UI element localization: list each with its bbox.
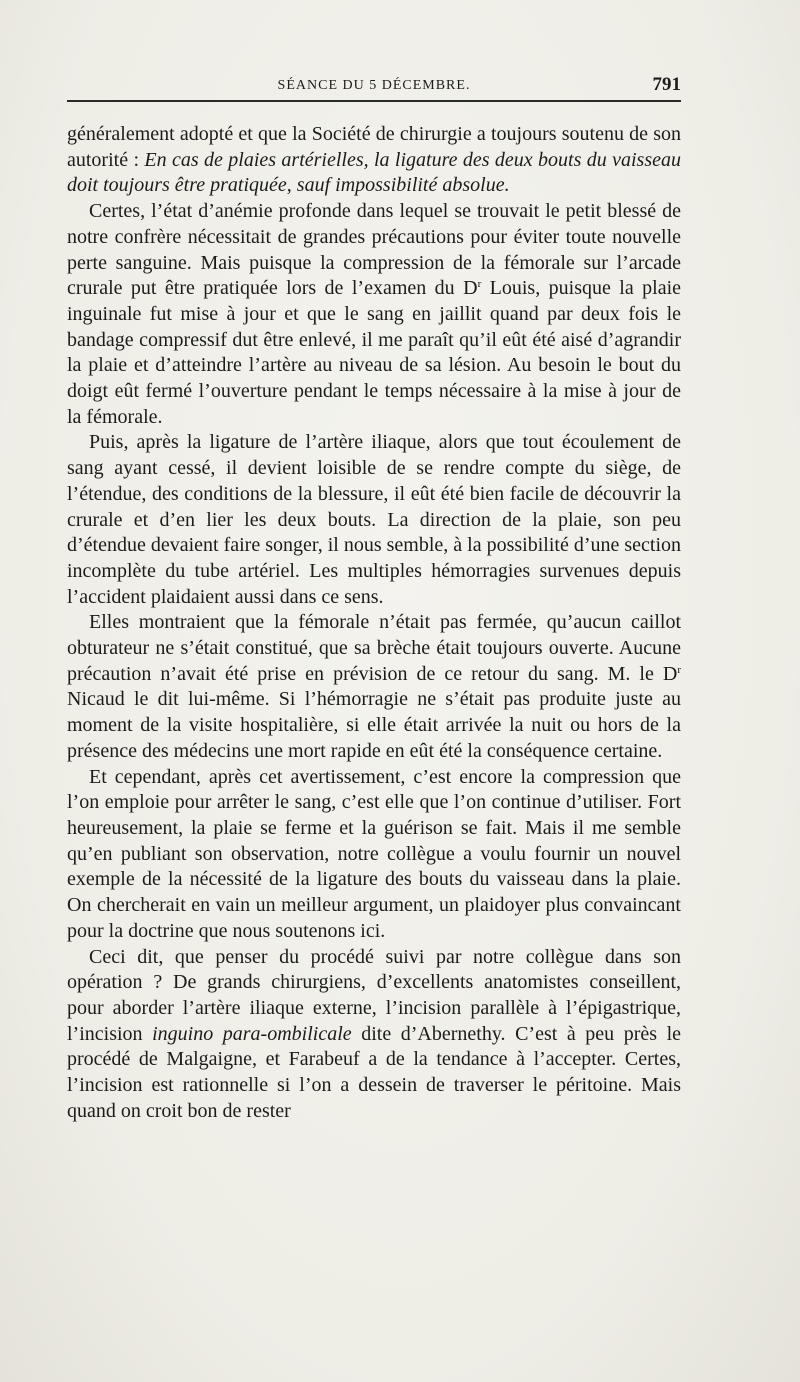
paragraph-4-text-b: Nicaud le dit lui-même. Si l’hémorragie ne s’était pas produite juste au moment de la visite hospitalière, si elle était arrivée la nuit ou hors de la présence des médecins une mort rapide en eût été la conséquence certaine. <box>67 688 681 762</box>
paragraph-6-italic-term: inguino para-ombilicale <box>152 1022 352 1045</box>
running-title: SÉANCE DU 5 DÉCEMBRE. <box>277 78 471 93</box>
paragraph-1-italic-quote: En cas de plaies artérielles, la ligature des deux bouts du vaisseau doit toujours être pratiquée, sauf impossibilité absolue. <box>67 148 681 197</box>
paragraph-1-text: généralement adopté et que la Société de chirurgie a toujours soutenu de son autorité : <box>67 123 681 171</box>
paragraph-4 <box>67 610 681 764</box>
paragraph-4-superscript: r <box>677 663 681 676</box>
paragraph-6 <box>67 945 681 1125</box>
paragraph-2-text-b: Louis, puisque la plaie inguinale fut mise à jour et que le sang en jaillit quand par deux fois le bandage compressif dut être enlevé, il me paraît qu’il eût été aisé d’agrandir la plaie et d’atteindre l’artère au niveau de sa lésion. Au besoin le bout du doigt eût fermé l’ouverture pendant le temps nécessaire à la mise à jour de la fémorale. <box>67 277 682 428</box>
header-rule <box>67 100 681 102</box>
paragraph-2 <box>67 199 681 430</box>
paragraph-2-text-a: Certes, l’état d’anémie profonde dans lequel se trouvait le petit blessé de notre confrère nécessitait de grandes précautions pour éviter toute nouvelle perte sanguine. Mais puisque la compression de la fémorale sur l’arcade crurale put être pratiquée lors de l’examen du D <box>67 200 681 300</box>
running-header <box>67 60 681 100</box>
body-text <box>67 122 681 1124</box>
page-number: 791 <box>652 74 681 95</box>
book-page <box>67 60 681 1124</box>
paragraph-6-text-a: Ceci dit, que penser du procédé suivi par notre collègue dans son opération ? De grands chirurgiens, d’excellents anatomistes conseillent, pour aborder l’artère iliaque externe, l’incision parallèle à l’épigastrique, l’incision <box>67 945 681 1045</box>
paragraph-5: Et cependant, après cet avertissement, c’est encore la compression que l’on emploie pour arrêter le sang, c’est elle que l’on continue d’utiliser. Fort heureusement, la plaie se ferme et la guérison se fait. Mais il me semble qu’en publiant son observation, notre collègue a voulu fournir un nouvel exemple de la nécessité de la ligature des bouts du vaisseau dans la plaie. On chercherait en vain un meilleur argument, un plaidoyer plus convaincant pour la doctrine que nous soutenons ici. <box>67 765 681 942</box>
paragraph-4-text-a: Elles montraient que la fémorale n’était pas fermée, qu’aucun caillot obturateur ne s’était constitué, que sa brèche était toujours ouverte. Aucune précaution n’avait été prise en prévision de ce retour du sang. M. le D <box>67 611 681 685</box>
paragraph-6-text-c: dite d’Abernethy. C’est à peu près le procédé de Malgaigne, et Farabeuf a de la tendance à l’accepter. Certes, l’incision est rationnelle si l’on a dessein de traverser le péritoine. Mais quand on croit bon de rester <box>67 1022 682 1122</box>
paragraph-2-superscript: r <box>477 278 482 291</box>
paragraph-1 <box>67 122 681 199</box>
paragraph-3: Puis, après la ligature de l’artère iliaque, alors que tout écoulement de sang ayant cessé, il devient loisible de se rendre compte du siège, de l’étendue, des conditions de la blessure, il eût été bien facile de découvrir la crurale et d’en lier les deux bouts. La direction de la plaie, son peu d’étendue devaient faire songer, il nous semble, à la possibilité d’une section incomplète du tube artériel. Les multiples hémorragies survenues depuis l’accident plaidaient aussi dans ce sens. <box>67 431 682 608</box>
